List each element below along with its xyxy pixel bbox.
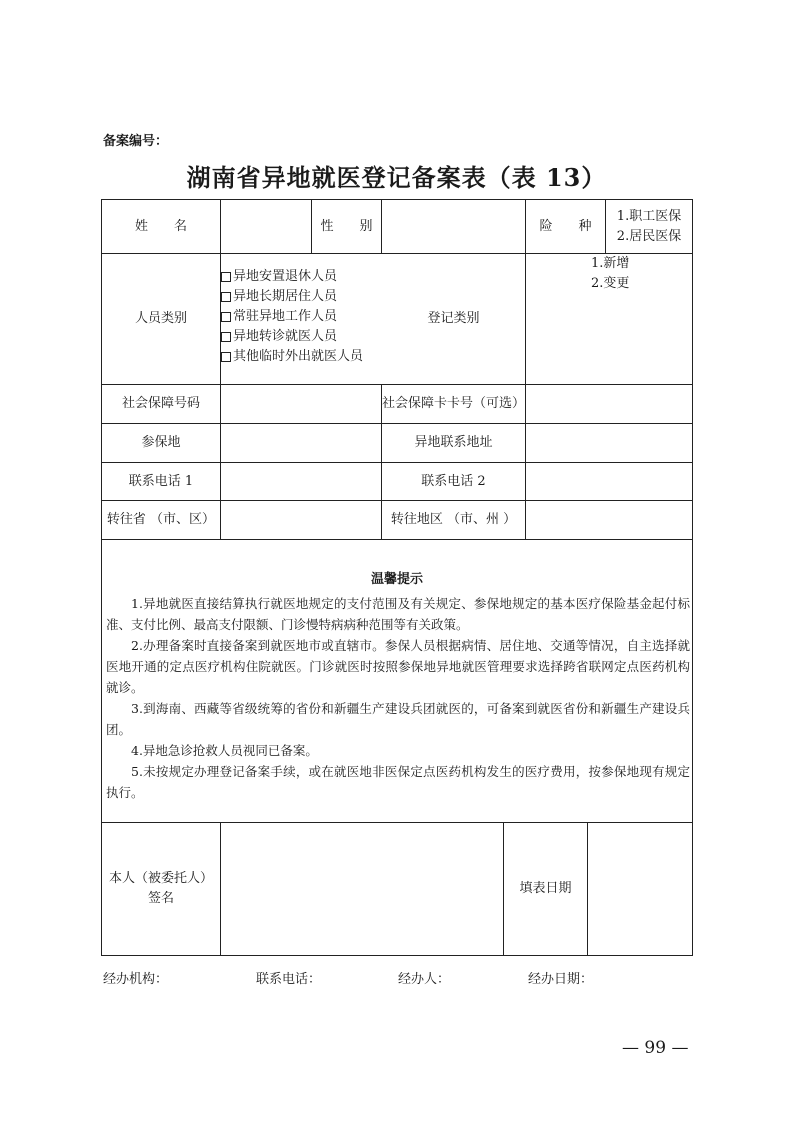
person-category-options xyxy=(221,267,363,367)
person-category-option[interactable]: 其他临时外出就医人员 xyxy=(221,347,363,367)
checkbox-icon[interactable] xyxy=(221,352,231,362)
insured-place-field[interactable] xyxy=(221,424,381,462)
social-security-number-field[interactable] xyxy=(221,385,381,423)
person-category-option[interactable]: 异地长期居住人员 xyxy=(221,287,363,307)
tips-title: 温馨提示 xyxy=(370,572,423,587)
phone1-field[interactable] xyxy=(221,463,381,500)
page-number: — 99 — xyxy=(622,1038,689,1058)
insurance-option-employee[interactable]: 1.职工医保 xyxy=(616,208,682,224)
destination-region-field[interactable] xyxy=(526,501,692,539)
footer-date-label: 经办日期： xyxy=(528,972,594,987)
gender-field[interactable] xyxy=(382,200,525,253)
form-title: 湖南省异地就医登记备案表（表 13） xyxy=(186,163,607,192)
checkbox-icon[interactable] xyxy=(221,332,231,342)
remote-address-field[interactable] xyxy=(526,424,692,462)
registration-type-label: 登记类别 xyxy=(427,311,480,326)
checkbox-icon[interactable] xyxy=(221,292,231,302)
person-category-option[interactable]: 常驻异地工作人员 xyxy=(221,307,363,327)
footer-agency-label: 经办机构： xyxy=(103,972,169,987)
checkbox-icon[interactable] xyxy=(221,272,231,282)
destination-province-label: 转往省 （市、区） xyxy=(106,512,216,527)
footer-phone-label: 联系电话： xyxy=(256,972,322,987)
gender-label: 性 别 xyxy=(320,218,373,234)
person-category-label: 人员类别 xyxy=(134,311,187,326)
person-category-option[interactable]: 异地转诊就医人员 xyxy=(221,327,363,347)
phone2-label: 联系电话 2 xyxy=(421,473,486,489)
fill-date-label: 填表日期 xyxy=(519,881,572,896)
registration-number-label: 备案编号： xyxy=(103,134,169,149)
registration-type-options[interactable] xyxy=(591,254,691,384)
tip-item: 5.未按规定办理登记备案手续，或在就医地非医保定点医药机构发生的医疗费用，按参保地现有规定执行。 xyxy=(106,764,690,800)
fill-date-field[interactable] xyxy=(588,823,692,955)
destination-region-label: 转往地区 （市、州 ） xyxy=(390,512,517,527)
name-field[interactable] xyxy=(221,200,311,253)
signature-label: 本人（被委托人）签名 xyxy=(108,871,213,906)
registration-option-new[interactable]: 1.新增 xyxy=(591,256,630,271)
social-security-number-label: 社会保障号码 xyxy=(121,396,200,411)
phone1-label: 联系电话 1 xyxy=(128,473,194,489)
footer-handler-label: 经办人： xyxy=(398,972,451,987)
tip-item: 3.到海南、西藏等省级统筹的省份和新疆生产建设兵团就医的，可备案到就医省份和新疆生产建设兵团。 xyxy=(106,701,690,737)
name-label: 姓 名 xyxy=(134,218,187,234)
remote-address-label: 异地联系地址 xyxy=(414,435,493,450)
tips-body xyxy=(106,593,690,803)
signature-field[interactable] xyxy=(221,823,503,955)
insured-place-label: 参保地 xyxy=(141,435,181,450)
insurance-option-resident[interactable]: 2.居民医保 xyxy=(616,228,682,244)
tip-item: 4.异地急诊抢救人员视同已备案。 xyxy=(131,743,318,758)
insurance-type-options[interactable] xyxy=(606,200,692,253)
tip-item: 2.办理备案时直接备案到就医地市或直辖市。参保人员根据病情、居住地、交通等情况，自主选择就医地开通的定点医疗机构住院就医。门诊就医时按照参保地异地就医管理要求选择跨省联网定点医药机构就诊。 xyxy=(106,638,690,695)
social-security-card-field[interactable] xyxy=(526,385,692,423)
person-category-option[interactable]: 异地安置退休人员 xyxy=(221,267,363,287)
phone2-field[interactable] xyxy=(526,463,692,500)
checkbox-icon[interactable] xyxy=(221,312,231,322)
tip-item: 1.异地就医直接结算执行就医地规定的支付范围及有关规定、参保地规定的基本医疗保险基金起付标 准、支付比例、最高支付限额、门诊慢特病病种范围等有关政策。 xyxy=(106,596,690,632)
insurance-type-label: 险 种 xyxy=(539,218,592,234)
registration-option-change[interactable]: 2.变更 xyxy=(591,276,630,291)
destination-province-field[interactable] xyxy=(221,501,381,539)
social-security-card-label: 社会保障卡卡号（可选） xyxy=(382,396,526,411)
